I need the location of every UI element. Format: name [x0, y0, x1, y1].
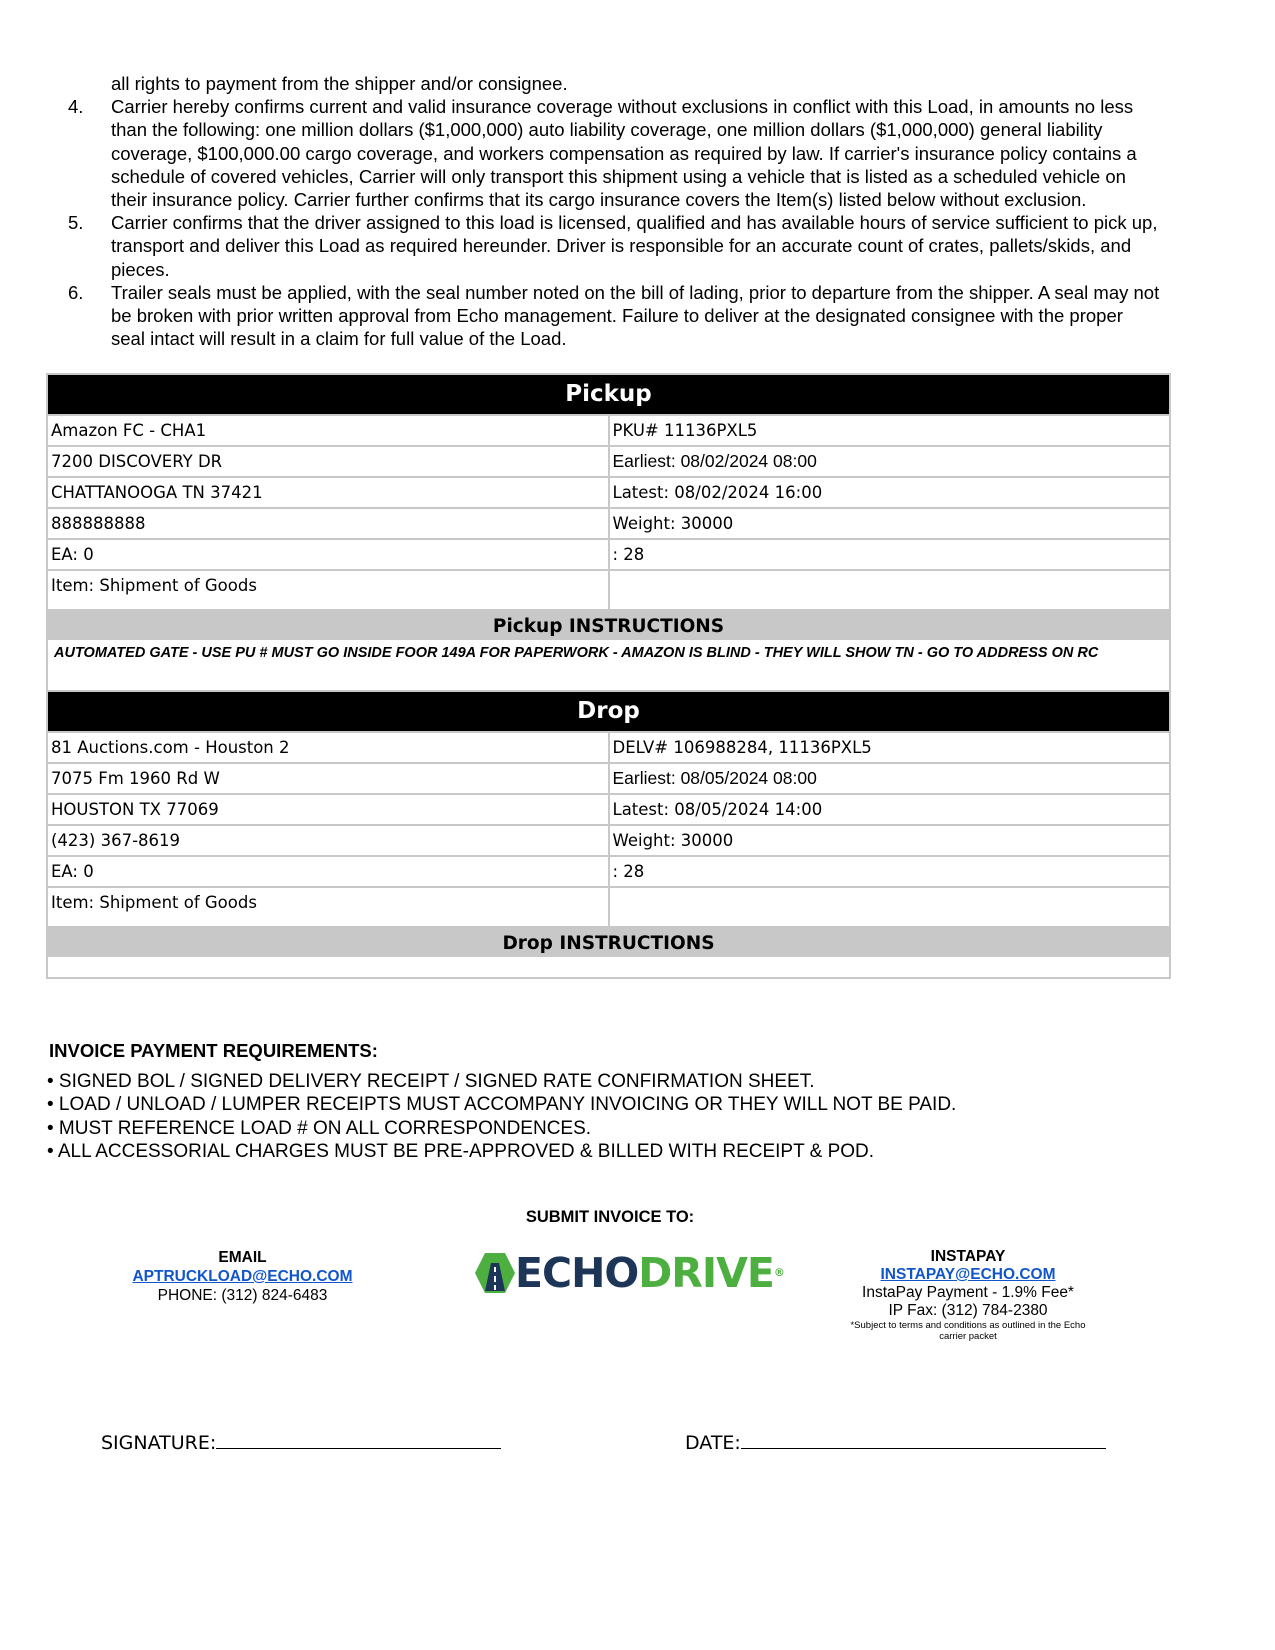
instapay-note: *Subject to terms and conditions as outlined in the Echo carrier packet: [850, 1320, 1086, 1342]
table-row: [48, 762, 1169, 793]
drop-ea: EA: 0: [51, 862, 94, 881]
drop-earliest: Earliest: 08/05/2024 08:00: [608, 764, 1170, 793]
terms-item-text: Carrier confirms that the driver assigned to this load is licensed, qualified and has available hours of service sufficient to pick up, transport and deliver this Load as required hereunder. Driver is responsible for an accurate count of crates, pallets/skids, and pieces.: [111, 212, 1158, 280]
drop-table: [46, 690, 1171, 979]
email-link[interactable]: APTRUCKLOAD@ECHO.COM: [132, 1268, 353, 1285]
pickup-empty-cell: [608, 571, 1170, 609]
drop-latest: Latest: 08/05/2024 14:00: [608, 795, 1170, 824]
signature-line[interactable]: [216, 1430, 501, 1449]
list-item: • MUST REFERENCE LOAD # ON ALL CORRESPONDENCES.: [47, 1117, 592, 1139]
pickup-phone: 888888888: [51, 514, 146, 533]
invoice-title: INVOICE PAYMENT REQUIREMENTS:: [49, 1040, 378, 1061]
list-item: • SIGNED BOL / SIGNED DELIVERY RECEIPT / SIGNED RATE CONFIRMATION SHEET.: [47, 1071, 815, 1092]
terms-item: [60, 281, 1160, 351]
pickup-ref: PKU# 11136PXL5: [608, 416, 1170, 445]
road-icon: [475, 1251, 515, 1295]
list-item: • ALL ACCESSORIAL CHARGES MUST BE PRE-APPROVED & BILLED WITH RECEIPT & POD.: [47, 1140, 875, 1162]
signature-field[interactable]: [101, 1430, 501, 1454]
terms-item-number: 6.: [68, 281, 84, 303]
table-row: [48, 476, 1169, 507]
pickup-weight: Weight: 30000: [608, 509, 1170, 538]
drop-address: 7075 Fm 1960 Rd W: [51, 769, 220, 788]
drop-name: 81 Auctions.com - Houston 2: [51, 738, 290, 757]
pickup-earliest: Earliest: 08/02/2024 08:00: [608, 447, 1170, 476]
email-phone: PHONE: (312) 824-6483: [157, 1287, 328, 1304]
drop-empty-cell: [608, 888, 1170, 926]
terms-item-text: Carrier hereby confirms current and valid insurance coverage without exclusions in conflict with this Load, in amounts no less than the following: one million dollars ($1,000,000) auto liability coverage, one million dollars ($1,000,000) general liability coverage, $100,000.00 cargo coverage, and workers compensation as required by law. If carrier's insurance policy contains a schedule of covered vehicles, Carrier will only transport this shipment using a vehicle that is listed as a scheduled vehicle on their insurance policy. Carrier further confirms that its cargo insurance covers the Item(s) listed below without exclusion.: [111, 96, 1137, 211]
instapay-link[interactable]: INSTAPAY@ECHO.COM: [880, 1266, 1056, 1283]
table-row: [48, 445, 1169, 476]
terms-item-text: Trailer seals must be applied, with the seal number noted on the bill of lading, prior to departure from the shipper. A seal may not be broken with prior written approval from Echo management. Failure to deliver at the designated consignee with the proper seal intact will result in a claim for full value of the Load.: [111, 281, 1160, 350]
logo-drive: DRIVE: [638, 1249, 774, 1297]
pickup-address: 7200 DISCOVERY DR: [51, 452, 223, 471]
terms-section: [60, 72, 1160, 350]
drop-instructions-header: Drop INSTRUCTIONS: [48, 926, 1169, 957]
pickup-ea: EA: 0: [51, 545, 94, 564]
table-row: [48, 793, 1169, 824]
pickup-latest: Latest: 08/02/2024 16:00: [608, 478, 1170, 507]
drop-instructions: [48, 957, 1169, 977]
terms-item-number: 4.: [68, 96, 84, 118]
pickup-table: [46, 373, 1171, 700]
email-contact: [110, 1248, 375, 1305]
logo-wordmark: [515, 1249, 784, 1297]
pickup-name: Amazon FC - CHA1: [51, 421, 207, 440]
echo-drive-logo: [475, 1249, 785, 1297]
email-label: EMAIL: [218, 1249, 267, 1266]
terms-item: [60, 95, 1160, 211]
pickup-item: Item: Shipment of Goods: [51, 576, 257, 595]
drop-phone: (423) 367-8619: [51, 831, 181, 850]
drop-header: Drop: [48, 692, 1169, 731]
drop-city: HOUSTON TX 77069: [51, 800, 219, 819]
pickup-instructions: AUTOMATED GATE - USE PU # MUST GO INSIDE FOOR 149A FOR PAPERWORK - AMAZON IS BLIND - THEY WILL SHOW TN - GO TO ADDRESS ON RC: [54, 645, 1099, 661]
instapay-fee: InstaPay Payment - 1.9% Fee*: [862, 1284, 1074, 1301]
pickup-count: : 28: [608, 540, 1170, 569]
table-row: [48, 886, 1169, 926]
date-line[interactable]: [741, 1430, 1106, 1449]
table-row: [48, 824, 1169, 855]
pickup-instructions-header: Pickup INSTRUCTIONS: [48, 609, 1169, 640]
pickup-header: Pickup: [48, 375, 1169, 414]
instapay-fax: IP Fax: (312) 784-2380: [888, 1302, 1048, 1319]
table-row: [48, 731, 1169, 762]
terms-item: [60, 211, 1160, 281]
terms-continuation: all rights to payment from the shipper and/or consignee.: [111, 73, 568, 94]
date-field[interactable]: [685, 1430, 1106, 1454]
signature-label: SIGNATURE:: [101, 1432, 217, 1454]
table-row: [48, 855, 1169, 886]
drop-ref: DELV# 106988284, 11136PXL5: [608, 733, 1170, 762]
table-row: [48, 414, 1169, 445]
instapay-contact: [818, 1248, 1118, 1342]
instapay-label: INSTAPAY: [930, 1248, 1006, 1265]
table-row: [48, 538, 1169, 569]
date-label: DATE:: [685, 1432, 741, 1454]
drop-weight: Weight: 30000: [608, 826, 1170, 855]
list-item: • LOAD / UNLOAD / LUMPER RECEIPTS MUST ACCOMPANY INVOICING OR THEY WILL NOT BE PAID.: [47, 1094, 957, 1116]
table-row: [48, 569, 1169, 609]
logo-echo: ECHO: [515, 1249, 639, 1297]
table-row: [48, 507, 1169, 538]
drop-count: : 28: [608, 857, 1170, 886]
submit-invoice-label: SUBMIT INVOICE TO:: [525, 1208, 695, 1226]
invoice-requirements: [47, 1070, 956, 1163]
terms-item-number: 5.: [68, 212, 84, 234]
pickup-city: CHATTANOOGA TN 37421: [51, 483, 263, 502]
drop-item: Item: Shipment of Goods: [51, 893, 257, 912]
logo-registered: ®: [773, 1266, 784, 1279]
